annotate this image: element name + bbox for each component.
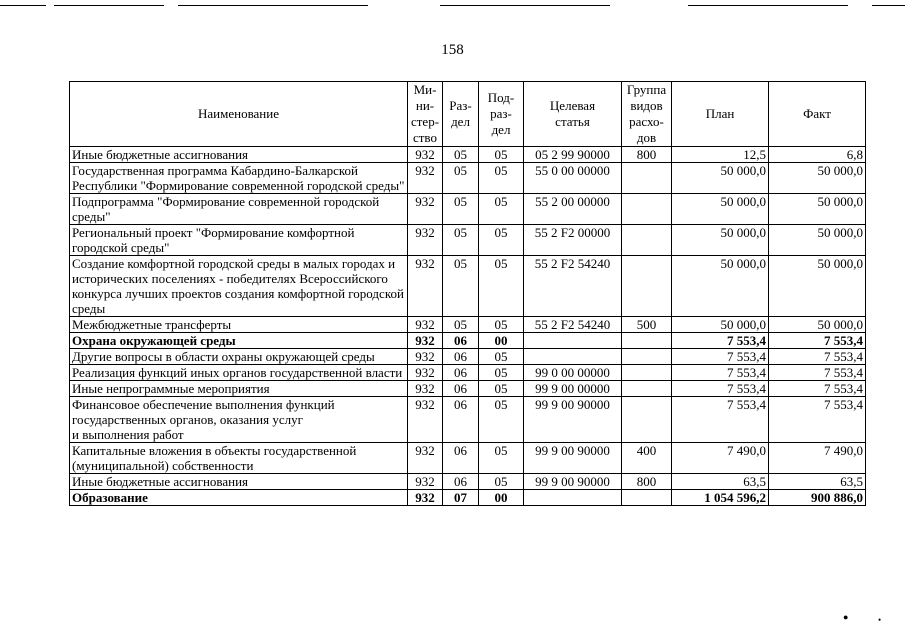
cell-subsection: 00	[479, 333, 524, 349]
cell-group	[622, 397, 672, 443]
table-row	[70, 443, 866, 474]
cell-fact: 50 000,0	[769, 317, 866, 333]
cell-ministry: 932	[408, 194, 443, 225]
cell-plan: 50 000,0	[672, 194, 769, 225]
cell-target: 99 0 00 00000	[524, 365, 622, 381]
cell-ministry: 932	[408, 490, 443, 506]
cell-target: 99 9 00 00000	[524, 381, 622, 397]
cell-name: Иные бюджетные ассигнования	[70, 474, 408, 490]
col-header-section: Раз- дел	[443, 82, 479, 147]
cell-plan: 7 490,0	[672, 443, 769, 474]
table-row	[70, 381, 866, 397]
scan-mark: •	[878, 615, 882, 625]
cell-ministry: 932	[408, 317, 443, 333]
cell-ministry: 932	[408, 474, 443, 490]
cell-subsection: 05	[479, 225, 524, 256]
col-header-subsection: Под- раз- дел	[479, 82, 524, 147]
cell-ministry: 932	[408, 163, 443, 194]
cell-subsection: 05	[479, 474, 524, 490]
top-rule	[178, 5, 368, 6]
cell-ministry: 932	[408, 256, 443, 317]
cell-fact: 50 000,0	[769, 194, 866, 225]
cell-target	[524, 333, 622, 349]
cell-name: Реализация функций иных органов государственной власти	[70, 365, 408, 381]
table-row	[70, 147, 866, 163]
cell-section: 05	[443, 163, 479, 194]
cell-ministry: 932	[408, 381, 443, 397]
cell-fact: 6,8	[769, 147, 866, 163]
cell-target: 05 2 99 90000	[524, 147, 622, 163]
cell-name: Финансовое обеспечение выполнения функций государственных органов, оказания услуг и выполнения работ	[70, 397, 408, 443]
cell-fact: 7 553,4	[769, 397, 866, 443]
cell-target: 55 2 F2 00000	[524, 225, 622, 256]
cell-fact: 50 000,0	[769, 225, 866, 256]
cell-target: 55 0 00 00000	[524, 163, 622, 194]
cell-name: Региональный проект "Формирование комфортной городской среды"	[70, 225, 408, 256]
cell-name: Государственная программа Кабардино-Балкарской Республики "Формирование современной городской среды"	[70, 163, 408, 194]
cell-group	[622, 349, 672, 365]
cell-target: 55 2 F2 54240	[524, 256, 622, 317]
cell-name: Подпрограмма "Формирование современной городской среды"	[70, 194, 408, 225]
cell-group	[622, 225, 672, 256]
cell-section: 05	[443, 256, 479, 317]
cell-name: Образование	[70, 490, 408, 506]
cell-fact: 50 000,0	[769, 163, 866, 194]
cell-group: 800	[622, 147, 672, 163]
cell-ministry: 932	[408, 147, 443, 163]
cell-fact: 7 553,4	[769, 381, 866, 397]
cell-target: 99 9 00 90000	[524, 397, 622, 443]
table-row	[70, 490, 866, 506]
top-rule	[0, 5, 46, 6]
cell-target	[524, 349, 622, 365]
cell-subsection: 05	[479, 365, 524, 381]
cell-fact: 7 553,4	[769, 333, 866, 349]
cell-section: 07	[443, 490, 479, 506]
cell-name: Капитальные вложения в объекты государственной (муниципальной) собственности	[70, 443, 408, 474]
cell-target	[524, 490, 622, 506]
cell-section: 05	[443, 194, 479, 225]
cell-group	[622, 490, 672, 506]
cell-group	[622, 194, 672, 225]
table-row	[70, 194, 866, 225]
cell-name: Охрана окружающей среды	[70, 333, 408, 349]
top-rule	[54, 5, 164, 6]
cell-target: 99 9 00 90000	[524, 474, 622, 490]
page-number: 158	[441, 42, 464, 58]
cell-section: 05	[443, 147, 479, 163]
cell-plan: 12,5	[672, 147, 769, 163]
cell-fact: 63,5	[769, 474, 866, 490]
table-header-row	[70, 82, 866, 147]
cell-group: 800	[622, 474, 672, 490]
table-row	[70, 163, 866, 194]
cell-fact: 7 490,0	[769, 443, 866, 474]
cell-name: Межбюджетные трансферты	[70, 317, 408, 333]
cell-subsection: 05	[479, 317, 524, 333]
table-row	[70, 349, 866, 365]
cell-section: 06	[443, 333, 479, 349]
cell-group: 400	[622, 443, 672, 474]
cell-subsection: 05	[479, 256, 524, 317]
cell-ministry: 932	[408, 225, 443, 256]
cell-subsection: 05	[479, 443, 524, 474]
cell-group	[622, 256, 672, 317]
table-row	[70, 474, 866, 490]
col-header-fact: Факт	[769, 82, 866, 147]
cell-plan: 7 553,4	[672, 333, 769, 349]
table-row	[70, 333, 866, 349]
cell-section: 06	[443, 349, 479, 365]
cell-target: 55 2 00 00000	[524, 194, 622, 225]
table-row	[70, 317, 866, 333]
table-row	[70, 256, 866, 317]
cell-section: 05	[443, 317, 479, 333]
cell-subsection: 05	[479, 397, 524, 443]
col-header-group: Группа видов расхо- дов	[622, 82, 672, 147]
cell-name: Создание комфортной городской среды в малых городах и исторических поселениях - победителях Всероссийского конкурса лучших проектов создания комфортной городской среды	[70, 256, 408, 317]
cell-section: 06	[443, 397, 479, 443]
cell-subsection: 05	[479, 349, 524, 365]
col-header-ministry: Ми- ни- стер- ство	[408, 82, 443, 147]
cell-group	[622, 333, 672, 349]
top-rule	[872, 5, 905, 6]
cell-target: 99 9 00 90000	[524, 443, 622, 474]
table-row	[70, 365, 866, 381]
cell-plan: 50 000,0	[672, 256, 769, 317]
cell-fact: 7 553,4	[769, 349, 866, 365]
cell-group	[622, 381, 672, 397]
cell-ministry: 932	[408, 349, 443, 365]
cell-group	[622, 365, 672, 381]
cell-section: 06	[443, 365, 479, 381]
cell-plan: 7 553,4	[672, 381, 769, 397]
col-header-target: Целевая статья	[524, 82, 622, 147]
table-row	[70, 397, 866, 443]
cell-name: Другие вопросы в области охраны окружающей среды	[70, 349, 408, 365]
table-row	[70, 225, 866, 256]
cell-ministry: 932	[408, 397, 443, 443]
cell-section: 06	[443, 381, 479, 397]
scan-mark: ●	[843, 612, 849, 622]
cell-ministry: 932	[408, 333, 443, 349]
col-header-name: Наименование	[70, 82, 408, 147]
col-header-plan: План	[672, 82, 769, 147]
cell-target: 55 2 F2 54240	[524, 317, 622, 333]
cell-group	[622, 163, 672, 194]
cell-plan: 63,5	[672, 474, 769, 490]
top-rule	[440, 5, 610, 6]
cell-name: Иные непрограммные мероприятия	[70, 381, 408, 397]
cell-plan: 50 000,0	[672, 225, 769, 256]
cell-plan: 50 000,0	[672, 163, 769, 194]
cell-section: 05	[443, 225, 479, 256]
top-rule	[688, 5, 848, 6]
budget-table	[69, 81, 866, 506]
cell-fact: 50 000,0	[769, 256, 866, 317]
cell-section: 06	[443, 443, 479, 474]
cell-plan: 1 054 596,2	[672, 490, 769, 506]
cell-name: Иные бюджетные ассигнования	[70, 147, 408, 163]
cell-subsection: 05	[479, 147, 524, 163]
cell-plan: 7 553,4	[672, 365, 769, 381]
cell-subsection: 05	[479, 194, 524, 225]
cell-plan: 7 553,4	[672, 349, 769, 365]
cell-ministry: 932	[408, 443, 443, 474]
cell-fact: 900 886,0	[769, 490, 866, 506]
cell-fact: 7 553,4	[769, 365, 866, 381]
cell-plan: 50 000,0	[672, 317, 769, 333]
cell-plan: 7 553,4	[672, 397, 769, 443]
cell-subsection: 05	[479, 381, 524, 397]
cell-ministry: 932	[408, 365, 443, 381]
cell-group: 500	[622, 317, 672, 333]
cell-subsection: 05	[479, 163, 524, 194]
cell-section: 06	[443, 474, 479, 490]
cell-subsection: 00	[479, 490, 524, 506]
